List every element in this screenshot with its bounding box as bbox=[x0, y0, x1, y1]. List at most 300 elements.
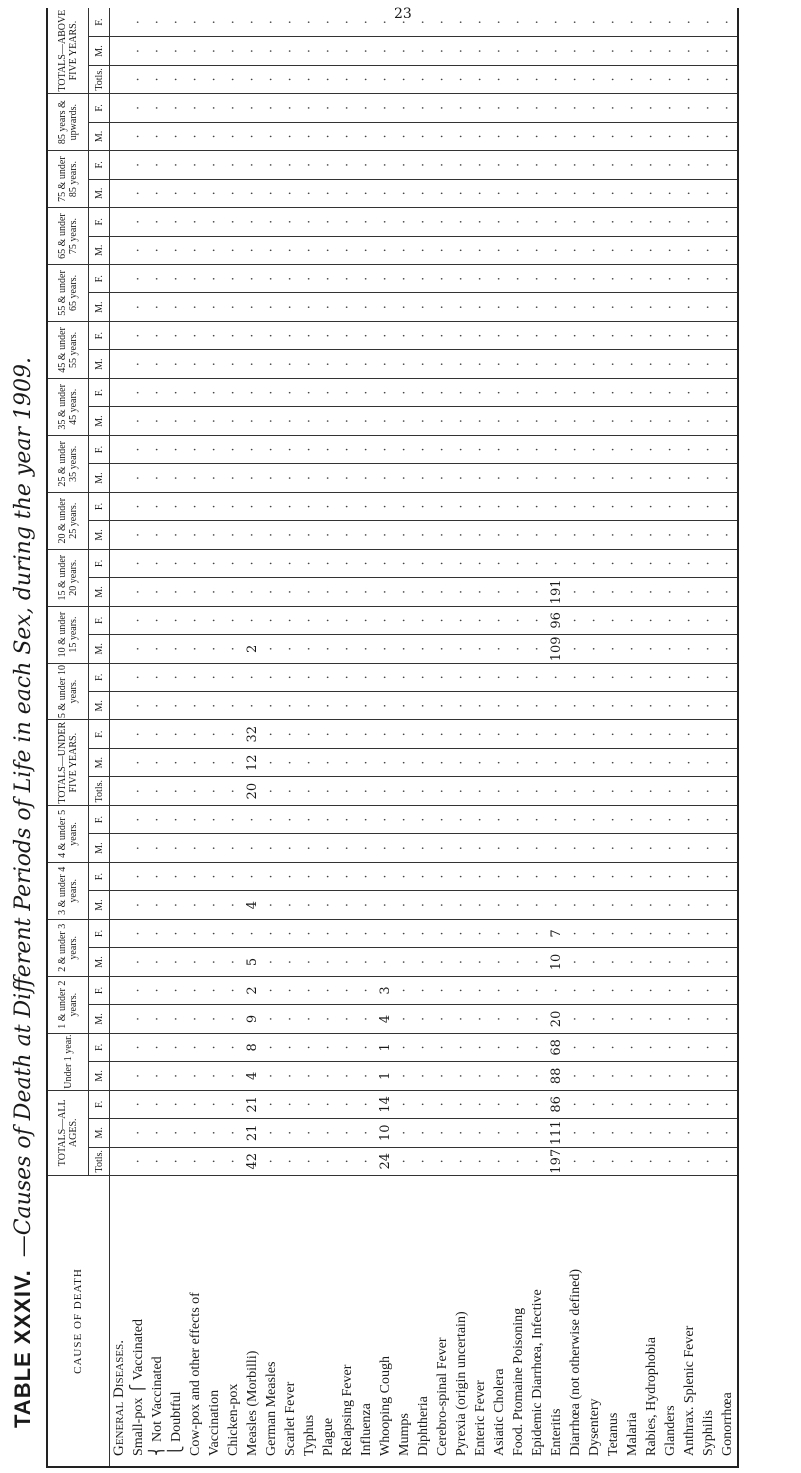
table-cell bbox=[319, 236, 338, 264]
table-cell bbox=[642, 37, 661, 65]
table-cell bbox=[528, 834, 547, 862]
cause-label: Enteric Fever bbox=[471, 1176, 490, 1468]
table-cell bbox=[319, 1062, 338, 1090]
table-cell bbox=[167, 606, 186, 634]
table-cell bbox=[205, 407, 224, 435]
table-cell bbox=[585, 862, 604, 890]
table-cell bbox=[566, 1119, 585, 1147]
table-cell bbox=[680, 862, 699, 890]
table-cell bbox=[186, 805, 205, 833]
table-cell bbox=[167, 1033, 186, 1061]
table-cell bbox=[395, 578, 414, 606]
table-cell bbox=[357, 777, 376, 805]
sex-subheader-f: F. bbox=[89, 435, 110, 463]
table-cell bbox=[262, 236, 281, 264]
table-cell bbox=[699, 407, 718, 435]
table-cell bbox=[604, 407, 623, 435]
table-cell bbox=[528, 94, 547, 122]
table-cell bbox=[395, 1090, 414, 1118]
table-cell bbox=[319, 407, 338, 435]
table-row bbox=[585, 8, 604, 1467]
table-row bbox=[471, 8, 490, 1467]
table-cell bbox=[490, 549, 509, 577]
sex-subheader-f: F. bbox=[89, 606, 110, 634]
sex-subheader-f: F. bbox=[89, 8, 110, 37]
table-cell bbox=[680, 378, 699, 406]
table-cell bbox=[642, 720, 661, 748]
table-cell bbox=[281, 976, 300, 1004]
table-body bbox=[110, 8, 739, 1467]
table-cell bbox=[452, 948, 471, 976]
table-cell bbox=[490, 834, 509, 862]
table-cell bbox=[224, 919, 243, 947]
table-cell: 8 bbox=[243, 1033, 262, 1061]
table-cell bbox=[167, 435, 186, 463]
table-cell bbox=[262, 208, 281, 236]
table-cell bbox=[566, 805, 585, 833]
table-cell bbox=[490, 720, 509, 748]
table-cell bbox=[262, 407, 281, 435]
table-cell bbox=[186, 948, 205, 976]
table-cell bbox=[262, 265, 281, 293]
table-cell bbox=[262, 464, 281, 492]
table-cell bbox=[604, 265, 623, 293]
table-cell bbox=[528, 8, 547, 37]
table-cell bbox=[604, 862, 623, 890]
table-cell bbox=[490, 37, 509, 65]
table-cell bbox=[547, 122, 566, 150]
table-cell bbox=[547, 94, 566, 122]
table-cell bbox=[452, 492, 471, 520]
table-cell bbox=[642, 208, 661, 236]
table-cell bbox=[376, 435, 395, 463]
empty-cell bbox=[110, 578, 130, 606]
table-cell bbox=[129, 606, 148, 634]
table-cell bbox=[148, 834, 167, 862]
table-cell bbox=[224, 435, 243, 463]
table-cell bbox=[452, 37, 471, 65]
table-cell bbox=[300, 435, 319, 463]
table-cell bbox=[300, 1005, 319, 1033]
table-cell bbox=[376, 122, 395, 150]
table-cell bbox=[376, 492, 395, 520]
table-cell bbox=[186, 94, 205, 122]
table-cell bbox=[148, 635, 167, 663]
table-cell bbox=[718, 919, 738, 947]
table-cell bbox=[680, 663, 699, 691]
table-cell bbox=[661, 37, 680, 65]
table-cell bbox=[433, 862, 452, 890]
age-group-header: 2 & under 3 years. bbox=[47, 919, 89, 976]
table-cell bbox=[395, 1033, 414, 1061]
table-cell bbox=[699, 1062, 718, 1090]
table-cell bbox=[661, 1119, 680, 1147]
table-cell bbox=[414, 777, 433, 805]
table-cell bbox=[509, 378, 528, 406]
table-cell bbox=[490, 1005, 509, 1033]
table-cell bbox=[148, 435, 167, 463]
table-cell bbox=[509, 321, 528, 349]
table-cell bbox=[547, 8, 566, 37]
table-cell bbox=[528, 1033, 547, 1061]
table-row bbox=[262, 8, 281, 1467]
table-cell bbox=[148, 777, 167, 805]
table-cell bbox=[433, 151, 452, 179]
table-cell bbox=[129, 578, 148, 606]
table-cell bbox=[471, 293, 490, 321]
table-cell bbox=[699, 37, 718, 65]
table-cell bbox=[471, 435, 490, 463]
table-cell bbox=[490, 777, 509, 805]
table-cell bbox=[129, 834, 148, 862]
table-cell bbox=[376, 350, 395, 378]
table-cell bbox=[281, 151, 300, 179]
table-cell bbox=[642, 179, 661, 207]
empty-cell bbox=[110, 179, 130, 207]
table-cell bbox=[300, 862, 319, 890]
table-row bbox=[528, 8, 547, 1467]
table-cell bbox=[376, 891, 395, 919]
table-cell bbox=[547, 265, 566, 293]
table-cell bbox=[300, 692, 319, 720]
table-cell bbox=[357, 8, 376, 37]
table-cell bbox=[433, 8, 452, 37]
cause-label: Glanders bbox=[661, 1176, 680, 1468]
table-cell bbox=[642, 8, 661, 37]
table-cell bbox=[680, 891, 699, 919]
table-cell bbox=[642, 1033, 661, 1061]
empty-cell bbox=[110, 1119, 130, 1147]
table-cell bbox=[604, 549, 623, 577]
table-cell bbox=[452, 8, 471, 37]
table-cell bbox=[566, 37, 585, 65]
table-cell bbox=[433, 578, 452, 606]
table-cell bbox=[224, 692, 243, 720]
table-cell bbox=[661, 8, 680, 37]
table-cell bbox=[585, 606, 604, 634]
table-cell bbox=[680, 1147, 699, 1175]
table-cell bbox=[395, 521, 414, 549]
table-cell bbox=[623, 378, 642, 406]
table-cell bbox=[167, 748, 186, 776]
table-cell bbox=[509, 891, 528, 919]
table-cell bbox=[167, 948, 186, 976]
table-cell bbox=[623, 976, 642, 1004]
table-cell bbox=[623, 720, 642, 748]
table-cell bbox=[395, 549, 414, 577]
table-cell bbox=[623, 635, 642, 663]
table-cell bbox=[319, 94, 338, 122]
table-cell bbox=[224, 720, 243, 748]
table-cell bbox=[585, 265, 604, 293]
table-cell bbox=[243, 151, 262, 179]
table-cell bbox=[547, 435, 566, 463]
table-cell bbox=[604, 321, 623, 349]
table-cell bbox=[300, 265, 319, 293]
table-cell bbox=[566, 1005, 585, 1033]
table-cell bbox=[585, 834, 604, 862]
table-cell bbox=[547, 293, 566, 321]
table-cell bbox=[433, 265, 452, 293]
table-cell bbox=[604, 976, 623, 1004]
table-cell bbox=[452, 464, 471, 492]
table-cell bbox=[395, 805, 414, 833]
table-cell bbox=[376, 663, 395, 691]
table-cell bbox=[623, 663, 642, 691]
age-group-header: 45 & under 55 years. bbox=[47, 321, 89, 378]
table-cell bbox=[566, 236, 585, 264]
table-cell bbox=[433, 492, 452, 520]
table-cell bbox=[547, 834, 566, 862]
table-row bbox=[167, 8, 186, 1467]
table-cell bbox=[338, 549, 357, 577]
table-cell bbox=[395, 293, 414, 321]
table-cell bbox=[585, 435, 604, 463]
table-cell bbox=[129, 663, 148, 691]
table-cell bbox=[642, 834, 661, 862]
table-cell bbox=[642, 350, 661, 378]
table-cell bbox=[148, 464, 167, 492]
table-cell bbox=[319, 65, 338, 93]
table-cell bbox=[186, 151, 205, 179]
table-cell bbox=[281, 663, 300, 691]
table-cell bbox=[224, 8, 243, 37]
table-cell bbox=[262, 1147, 281, 1175]
table-cell bbox=[414, 37, 433, 65]
table-cell bbox=[129, 777, 148, 805]
table-cell bbox=[319, 948, 338, 976]
table-cell bbox=[661, 1033, 680, 1061]
table-cell bbox=[167, 1119, 186, 1147]
table-cell: 10 bbox=[376, 1119, 395, 1147]
table-cell bbox=[471, 407, 490, 435]
table-cell bbox=[300, 891, 319, 919]
table-cell bbox=[490, 407, 509, 435]
table-cell bbox=[661, 663, 680, 691]
table-cell bbox=[357, 1119, 376, 1147]
cause-label: Vaccination bbox=[205, 1176, 224, 1468]
table-cell bbox=[585, 208, 604, 236]
cause-label: ⎩ Doubtful bbox=[167, 1176, 186, 1468]
table-cell bbox=[528, 578, 547, 606]
table-cell bbox=[414, 919, 433, 947]
table-cell bbox=[452, 293, 471, 321]
table-row bbox=[319, 8, 338, 1467]
table-cell bbox=[300, 407, 319, 435]
table-cell bbox=[661, 321, 680, 349]
sex-subheader-m: M. bbox=[89, 350, 110, 378]
table-cell bbox=[281, 8, 300, 37]
table-cell bbox=[471, 1147, 490, 1175]
table-cell bbox=[547, 976, 566, 1004]
table-cell bbox=[338, 94, 357, 122]
table-cell bbox=[566, 1147, 585, 1175]
table-cell bbox=[148, 492, 167, 520]
table-cell bbox=[585, 578, 604, 606]
table-cell bbox=[262, 492, 281, 520]
table-cell bbox=[452, 805, 471, 833]
table-cell bbox=[585, 293, 604, 321]
table-cell bbox=[604, 948, 623, 976]
table-cell bbox=[224, 1147, 243, 1175]
table-cell bbox=[509, 265, 528, 293]
cause-label: Measles (Morbilli) bbox=[243, 1176, 262, 1468]
table-row bbox=[509, 8, 528, 1467]
sex-subheader-m: M. bbox=[89, 236, 110, 264]
table-cell bbox=[699, 293, 718, 321]
table-cell bbox=[623, 236, 642, 264]
table-cell bbox=[167, 976, 186, 1004]
table-cell bbox=[604, 350, 623, 378]
table-cell bbox=[205, 293, 224, 321]
table-cell bbox=[547, 549, 566, 577]
table-cell bbox=[452, 265, 471, 293]
table-cell bbox=[376, 265, 395, 293]
table-cell bbox=[585, 976, 604, 1004]
table-cell bbox=[357, 1005, 376, 1033]
table-cell bbox=[585, 407, 604, 435]
table-cell bbox=[186, 407, 205, 435]
table-cell bbox=[661, 464, 680, 492]
table-cell bbox=[205, 748, 224, 776]
table-cell bbox=[167, 179, 186, 207]
table-cell bbox=[205, 435, 224, 463]
table-cell bbox=[471, 1090, 490, 1118]
table-cell bbox=[585, 94, 604, 122]
table-cell bbox=[338, 350, 357, 378]
table-cell bbox=[262, 919, 281, 947]
table-cell bbox=[566, 976, 585, 1004]
table-cell bbox=[585, 151, 604, 179]
table-cell bbox=[490, 151, 509, 179]
table-cell bbox=[623, 834, 642, 862]
table-cell bbox=[338, 606, 357, 634]
table-cell bbox=[528, 891, 547, 919]
table-row bbox=[224, 8, 243, 1467]
table-cell bbox=[623, 777, 642, 805]
table-cell bbox=[414, 179, 433, 207]
table-cell bbox=[357, 606, 376, 634]
table-cell bbox=[433, 407, 452, 435]
table-cell bbox=[661, 578, 680, 606]
table-cell bbox=[319, 179, 338, 207]
table-row bbox=[300, 8, 319, 1467]
table-cell bbox=[490, 350, 509, 378]
table-cell bbox=[699, 948, 718, 976]
empty-cell bbox=[110, 293, 130, 321]
table-cell bbox=[528, 37, 547, 65]
table-cell bbox=[167, 65, 186, 93]
table-cell bbox=[433, 350, 452, 378]
table-cell bbox=[528, 321, 547, 349]
table-cell bbox=[585, 948, 604, 976]
cause-label: Gonorrhœa bbox=[718, 1176, 738, 1468]
cause-label: Pyrexia (origin uncertain) bbox=[452, 1176, 471, 1468]
table-cell bbox=[661, 976, 680, 1004]
table-cell bbox=[718, 976, 738, 1004]
table-cell bbox=[167, 1005, 186, 1033]
table-cell bbox=[319, 834, 338, 862]
table-cell bbox=[148, 265, 167, 293]
table-cell bbox=[661, 236, 680, 264]
table-cell bbox=[471, 692, 490, 720]
table-cell bbox=[699, 1119, 718, 1147]
table-cell bbox=[300, 378, 319, 406]
table-cell bbox=[338, 151, 357, 179]
table-cell bbox=[642, 151, 661, 179]
table-cell bbox=[490, 891, 509, 919]
table-cell bbox=[680, 122, 699, 150]
table-cell bbox=[566, 549, 585, 577]
table-cell bbox=[357, 663, 376, 691]
table-cell bbox=[224, 1090, 243, 1118]
table-cell bbox=[642, 663, 661, 691]
table-cell bbox=[129, 321, 148, 349]
table-cell bbox=[509, 435, 528, 463]
table-row bbox=[623, 8, 642, 1467]
table-cell bbox=[718, 350, 738, 378]
cause-label: Influenza bbox=[357, 1176, 376, 1468]
table-cell bbox=[243, 378, 262, 406]
table-cell bbox=[243, 492, 262, 520]
sex-subheader-m: M. bbox=[89, 179, 110, 207]
age-group-header: 1 & under 2 years. bbox=[47, 976, 89, 1033]
sex-subheader-f: F. bbox=[89, 862, 110, 890]
table-cell bbox=[376, 321, 395, 349]
table-cell bbox=[300, 8, 319, 37]
table-cell bbox=[623, 1090, 642, 1118]
table-cell bbox=[433, 208, 452, 236]
table-cell bbox=[452, 407, 471, 435]
table-cell bbox=[680, 805, 699, 833]
table-cell bbox=[680, 777, 699, 805]
table-cell bbox=[224, 1119, 243, 1147]
table-cell bbox=[414, 606, 433, 634]
sex-subheader-m: M. bbox=[89, 1119, 110, 1147]
table-cell bbox=[604, 748, 623, 776]
cause-label: ⎨ Not Vaccinated bbox=[148, 1176, 167, 1468]
table-cell bbox=[357, 1090, 376, 1118]
table-cell bbox=[262, 948, 281, 976]
table-cell bbox=[129, 692, 148, 720]
table-cell bbox=[357, 350, 376, 378]
table-cell bbox=[376, 578, 395, 606]
table-cell bbox=[186, 891, 205, 919]
table-cell bbox=[642, 635, 661, 663]
table-cell bbox=[395, 350, 414, 378]
empty-cell bbox=[110, 122, 130, 150]
table-cell bbox=[490, 236, 509, 264]
table-cell bbox=[281, 122, 300, 150]
table-cell bbox=[281, 378, 300, 406]
table-cell bbox=[224, 521, 243, 549]
table-cell bbox=[642, 862, 661, 890]
table-cell bbox=[281, 521, 300, 549]
table-cell bbox=[243, 606, 262, 634]
table-cell bbox=[186, 663, 205, 691]
table-cell bbox=[528, 1090, 547, 1118]
table-cell bbox=[699, 1147, 718, 1175]
table-cell bbox=[319, 720, 338, 748]
table-cell bbox=[243, 208, 262, 236]
table-cell bbox=[357, 293, 376, 321]
table-cell bbox=[319, 891, 338, 919]
table-cell bbox=[148, 179, 167, 207]
table-cell bbox=[471, 378, 490, 406]
table-cell bbox=[471, 350, 490, 378]
table-cell bbox=[357, 464, 376, 492]
table-cell bbox=[642, 578, 661, 606]
